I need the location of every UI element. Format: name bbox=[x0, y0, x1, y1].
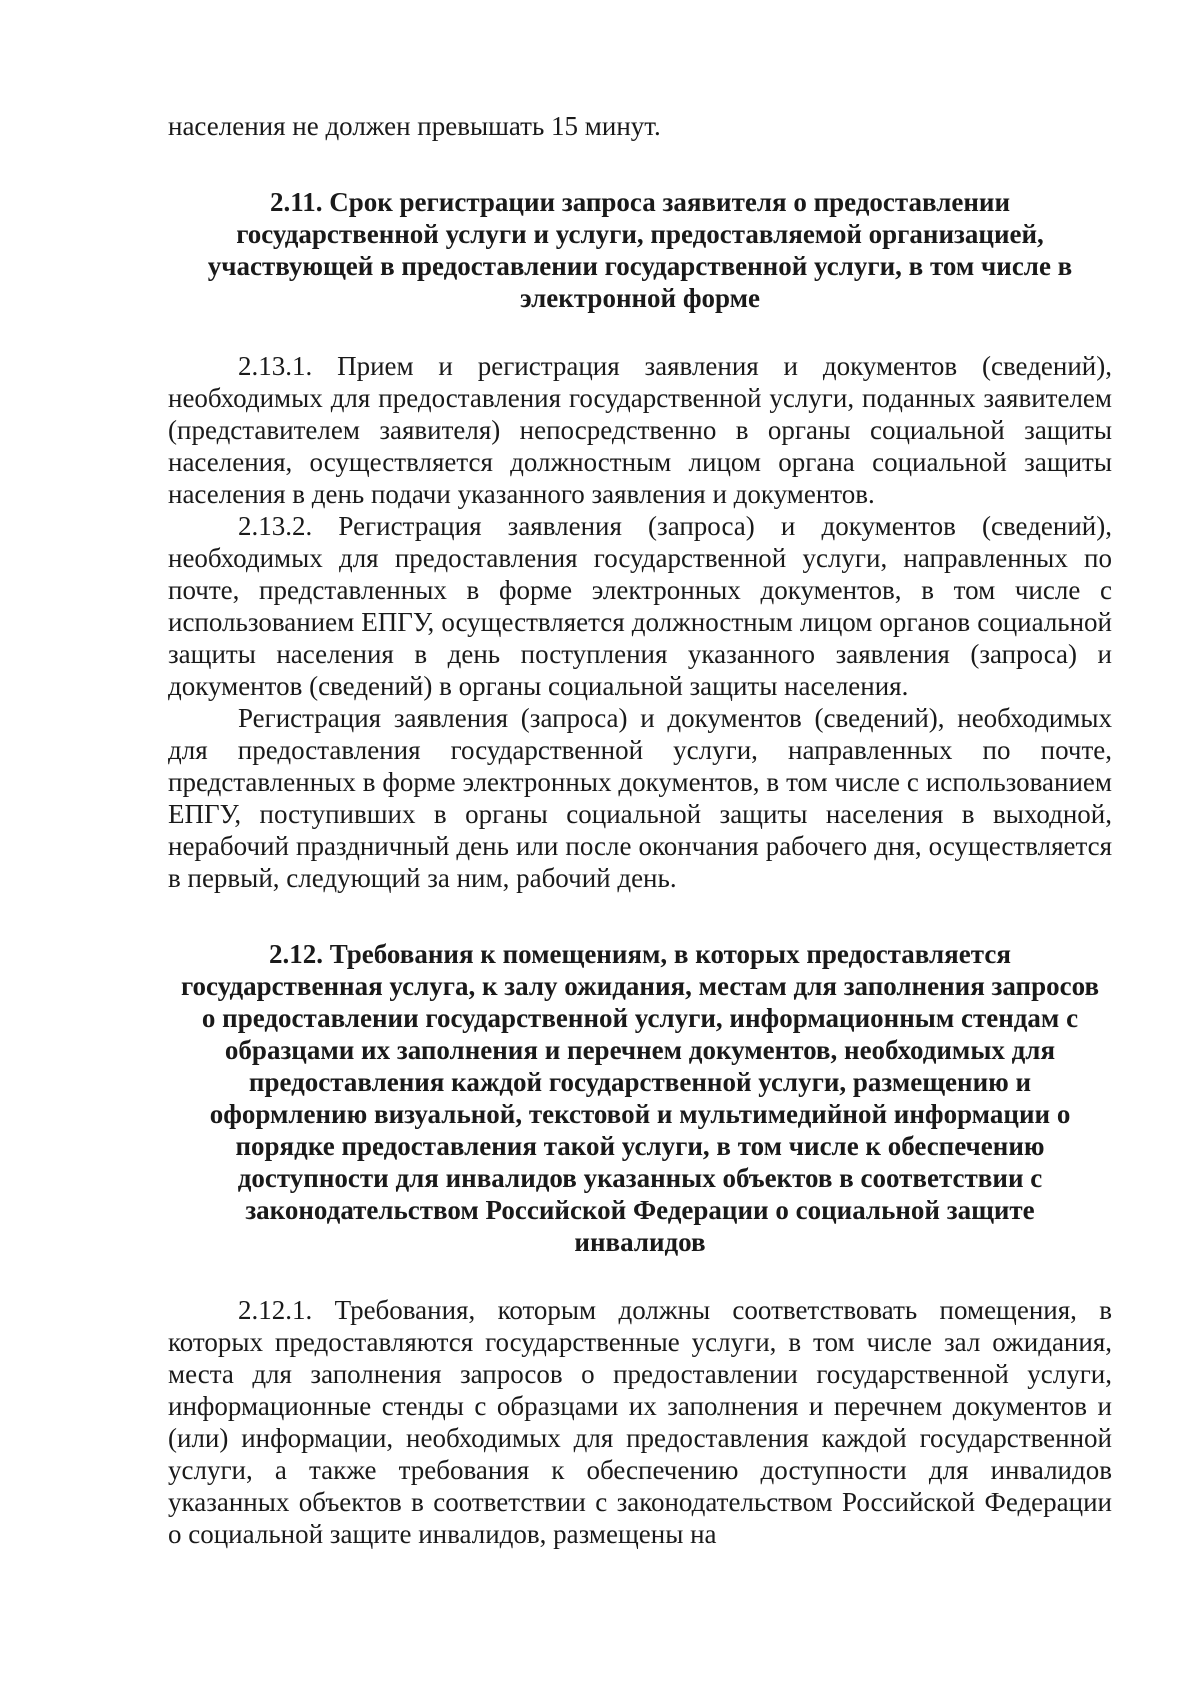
section-2-12-heading: 2.12. Требования к помещениям, в которых предоставляется государственная услуга, к залу ожидания, местам для заполнения запросов о предоставлении государственной услуги, информационным стендам с образцами их заполнения и перечнем документов, необходимых для предоставления каждой государственной услуги, размещению и оформлению визуальной, текстовой и мультимедийной информации о порядке предоставления такой услуги, в том числе к обеспечению доступности для инвалидов указанных объектов в соответствии с законодательством Российской Федерации о социальной защите инвалидов bbox=[180, 939, 1100, 1257]
paragraph-2-13-2: 2.13.2. Регистрация заявления (запроса) и документов (сведений), необходимых для предоставления государственной услуги, направленных по почте, представленных в форме электронных документов, в том числе с использованием ЕПГУ, осуществляется должностным лицом органов социальной защиты населения в день поступления указанного заявления (запроса) и документов (сведений) в органы социальной защиты населения. bbox=[168, 511, 1112, 701]
paragraph-registration-weekend: Регистрация заявления (запроса) и документов (сведений), необходимых для предоставления государственной услуги, направленных по почте, представленных в форме электронных документов, в том числе с использованием ЕПГУ, поступивших в органы социальной защиты населения в выходной, нерабочий праздничный день или после окончания рабочего дня, осуществляется в первый, следующий за ним, рабочий день. bbox=[168, 703, 1112, 893]
paragraph-2-12-1: 2.12.1. Требования, которым должны соответствовать помещения, в которых предоставляются государственные услуги, в том числе зал ожидания, места для заполнения запросов о предоставлении государственной услуги, информационные стенды с образцами их заполнения и перечнем документов и (или) информации, необходимых для предоставления каждой государственной услуги, а также требования к обеспечению доступности для инвалидов указанных объектов в соответствии с законодательством Российской Федерации о социальной защите инвалидов, размещены на bbox=[168, 1295, 1112, 1549]
section-2-11-heading: 2.11. Срок регистрации запроса заявителя о предоставлении государственной услуги и услуги, предоставляемой организацией, участвующей в предоставлении государственной услуги, в том числе в электронной форме bbox=[207, 187, 1073, 313]
continuation-line: населения не должен превышать 15 минут. bbox=[168, 111, 661, 141]
document-body bbox=[168, 110, 1112, 1550]
paragraph-2-13-1: 2.13.1. Прием и регистрация заявления и документов (сведений), необходимых для предоставления государственной услуги, поданных заявителем (представителем заявителя) непосредственно в органы социальной защиты населения, осуществляется должностным лицом органа социальной защиты населения в день подачи указанного заявления и документов. bbox=[168, 351, 1112, 509]
